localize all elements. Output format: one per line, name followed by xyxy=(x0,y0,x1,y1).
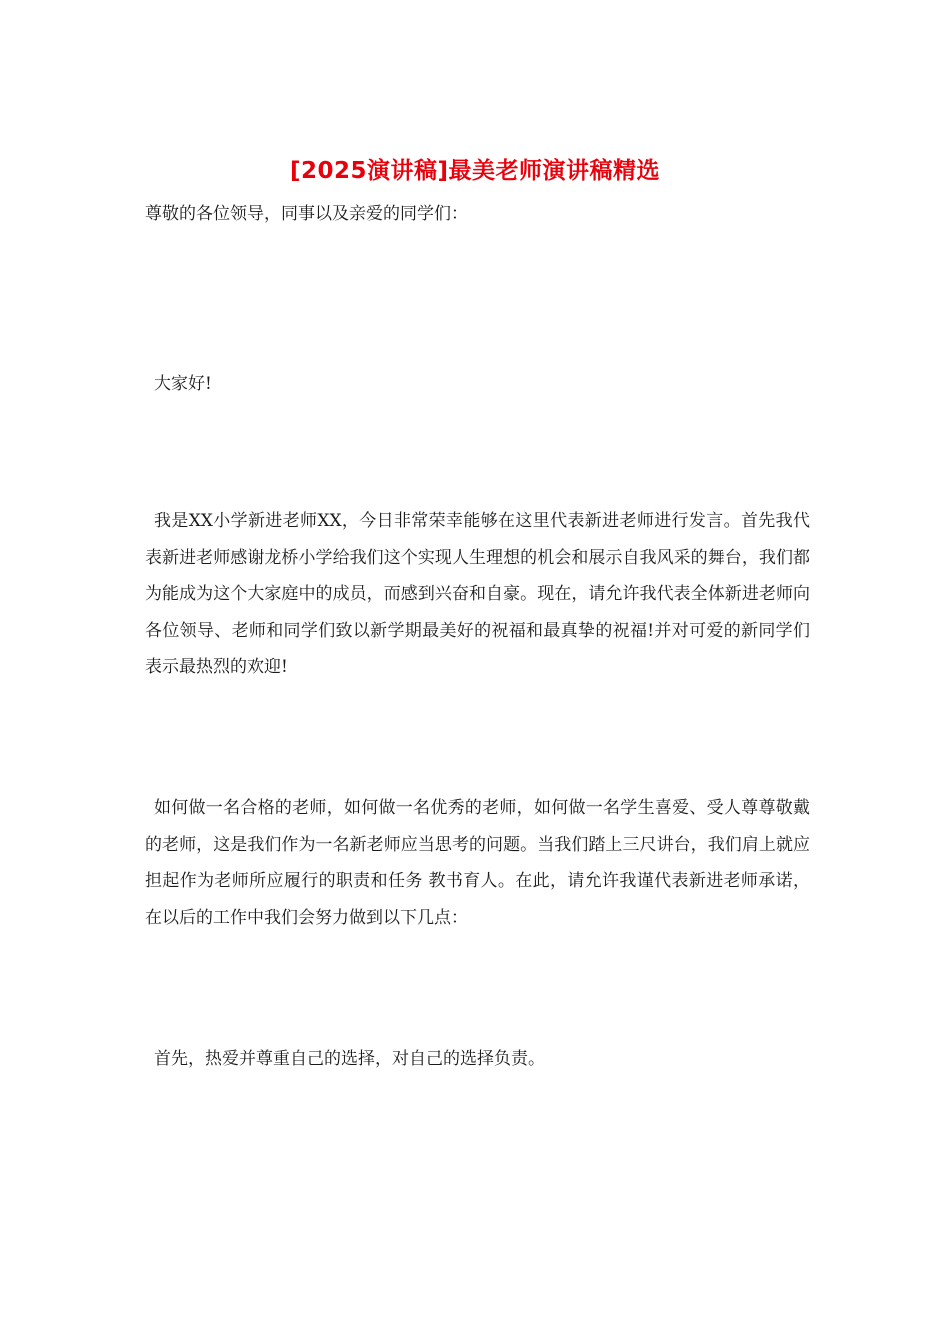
introduction-paragraph: 我是XX小学新进老师XX，今日非常荣幸能够在这里代表新进老师进行发言。首先我代表新进老师感谢龙桥小学给我们这个实现人生理想的机会和展示自我风采的舞台，我们都为能成为这个大家庭中的成员，而感到兴奋和自豪。现在，请允许我代表全体新进老师向各位领导、老师和同学们致以新学期最美好的祝福和最真挚的祝福!并对可爱的新同学们表示最热烈的欢迎! xyxy=(145,511,810,677)
teacher-role-paragraph: 如何做一名合格的老师，如何做一名优秀的老师，如何做一名学生喜爱、受人尊尊敬戴的老师，这是我们作为一名新老师应当思考的问题。当我们踏上三尺讲台，我们肩上就应担起作为老师所应履行的职责和任务 教书育人。在此，请允许我谨代表新进老师承诺，在以后的工作中我们会努力做到以下几点： xyxy=(145,798,810,928)
first-point-paragraph: 首先，热爱并尊重自己的选择，对自己的选择负责。 xyxy=(154,1049,545,1069)
salutation-paragraph: 尊敬的各位领导，同事以及亲爱的同学们： xyxy=(145,204,468,224)
greeting-paragraph: 大家好! xyxy=(154,374,212,394)
document-title: [2025演讲稿]最美老师演讲稿精选 xyxy=(289,158,661,184)
